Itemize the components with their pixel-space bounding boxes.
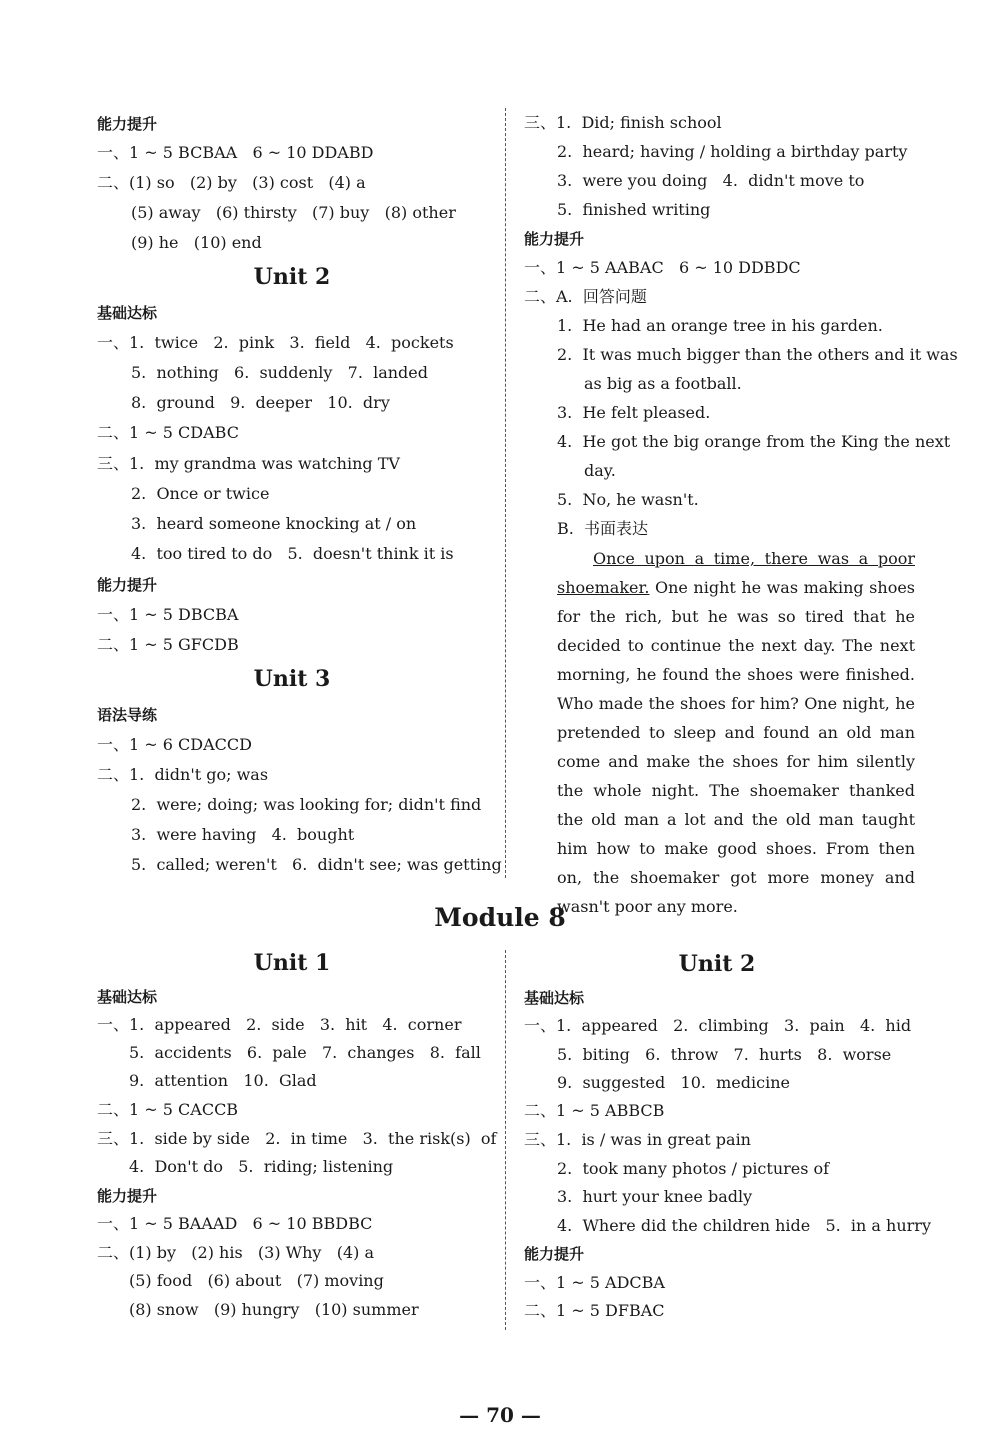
essay-body: One night he was making shoes for the rich, but he was so tired that he decided to continue the next day. The next morning, he found the shoes were finished. Who made the shoes for him? One night, he pretended to sleep and found an old man come and make the shoes for him silently the whole night. The shoemaker thanked the old man a lot and the old man taught him how to make good shoes. From then on, the shoemaker got more money and wasn't poor any more. xyxy=(557,578,915,916)
answer-line: 9. suggested 10. medicine xyxy=(557,1073,790,1092)
unit-title: Unit 1 xyxy=(253,950,331,976)
answer-line: 三、1. Did; finish school xyxy=(524,113,722,132)
answer-line: (8) snow (9) hungry (10) summer xyxy=(129,1300,419,1319)
answer-line: 5. accidents 6. pale 7. changes 8. fall xyxy=(129,1043,481,1062)
answer-line: 一、1 ~ 5 BCBAA 6 ~ 10 DDABD xyxy=(97,143,374,162)
answer-line: 3. were having 4. bought xyxy=(131,825,355,844)
answer-line: 二、1 ~ 5 CDABC xyxy=(97,423,239,442)
answer-line: 2. were; doing; was looking for; didn't find xyxy=(131,795,482,814)
answer-line: 3. hurt your knee badly xyxy=(557,1187,753,1206)
answer-line: 二、1 ~ 5 ABBCB xyxy=(524,1101,665,1120)
answer-line: 二、1. didn't go; was xyxy=(97,765,269,784)
answer-line: 2. heard; having / holding a birthday party xyxy=(557,142,908,161)
answer-line: 一、1. appeared 2. side 3. hit 4. corner xyxy=(97,1015,462,1034)
answer-line: 3. He felt pleased. xyxy=(557,403,711,422)
answer-line: 一、1 ~ 5 DBCBA xyxy=(97,605,239,624)
answer-line: 1. He had an orange tree in his garden. xyxy=(557,316,883,335)
answer-line: 5. finished writing xyxy=(557,200,711,219)
section-heading: 能力提升 xyxy=(524,1245,585,1263)
answer-line: day. xyxy=(584,461,616,480)
section-heading: 基础达标 xyxy=(97,988,158,1006)
unit-title: Unit 2 xyxy=(253,264,331,290)
answer-line: as big as a football. xyxy=(584,374,742,393)
answer-line: (9) he (10) end xyxy=(131,233,262,252)
answer-line: 4. Where did the children hide 5. in a hurry xyxy=(557,1216,931,1235)
answer-line: 5. nothing 6. suddenly 7. landed xyxy=(131,363,429,382)
answer-line: 8. ground 9. deeper 10. dry xyxy=(131,393,390,412)
answer-line: 二、1 ~ 5 GFCDB xyxy=(97,635,239,654)
answer-line: 一、1 ~ 5 BAAAD 6 ~ 10 BBDBC xyxy=(97,1214,373,1233)
answer-line: B. 书面表达 xyxy=(557,519,649,538)
answer-line: 一、1 ~ 5 AABAC 6 ~ 10 DDBDC xyxy=(524,258,801,277)
answer-line: 2. Once or twice xyxy=(131,484,270,503)
answer-line: 3. heard someone knocking at / on xyxy=(131,514,417,533)
answer-line: 一、1. twice 2. pink 3. field 4. pockets xyxy=(97,333,454,352)
answer-line: 二、1 ~ 5 CACCB xyxy=(97,1100,239,1119)
answer-line: 4. He got the big orange from the King the next xyxy=(557,432,951,451)
answer-line: 二、1 ~ 5 DFBAC xyxy=(524,1301,665,1320)
answer-line: 5. biting 6. throw 7. hurts 8. worse xyxy=(557,1045,892,1064)
section-heading: 语法导练 xyxy=(97,706,158,724)
answer-line: 二、(1) by (2) his (3) Why (4) a xyxy=(97,1243,375,1262)
column-divider xyxy=(505,950,506,1330)
answer-line: 二、(1) so (2) by (3) cost (4) a xyxy=(97,173,366,192)
section-heading: 能力提升 xyxy=(524,230,585,248)
section-heading: 能力提升 xyxy=(97,1187,158,1205)
unit-title: Unit 3 xyxy=(253,666,331,692)
page-number: — 70 — xyxy=(459,1403,541,1427)
answer-line: 4. Don't do 5. riding; listening xyxy=(129,1157,394,1176)
column-divider xyxy=(505,108,506,878)
answer-line: 5. No, he wasn't. xyxy=(557,490,699,509)
answer-line: 三、1. my grandma was watching TV xyxy=(97,454,400,473)
unit-title: Unit 2 xyxy=(678,951,756,977)
answer-line: 二、A. 回答问题 xyxy=(524,287,647,306)
answer-line: 一、1 ~ 6 CDACCD xyxy=(97,735,252,754)
answer-line: 9. attention 10. Glad xyxy=(129,1071,317,1090)
answer-line: 三、1. side by side 2. in time 3. the risk(s) of xyxy=(97,1129,497,1148)
essay-paragraph xyxy=(557,544,915,921)
answer-line: 一、1. appeared 2. climbing 3. pain 4. hid xyxy=(524,1016,912,1035)
section-heading: 能力提升 xyxy=(97,115,158,133)
section-heading: 能力提升 xyxy=(97,576,158,594)
module-title: Module 8 xyxy=(434,903,566,932)
answer-line: 5. called; weren't 6. didn't see; was getting xyxy=(131,855,502,874)
answer-line: (5) food (6) about (7) moving xyxy=(129,1271,384,1290)
essay-underlined: Once upon a time, there was a poor shoemaker. xyxy=(557,549,915,597)
answer-line: (5) away (6) thirsty (7) buy (8) other xyxy=(131,203,456,222)
answer-line: 3. were you doing 4. didn't move to xyxy=(557,171,865,190)
section-heading: 基础达标 xyxy=(97,304,158,322)
answer-line: 三、1. is / was in great pain xyxy=(524,1130,751,1149)
answer-line: 4. too tired to do 5. doesn't think it is xyxy=(131,544,454,563)
answer-line: 2. It was much bigger than the others and it was xyxy=(557,345,958,364)
answer-line: 一、1 ~ 5 ADCBA xyxy=(524,1273,665,1292)
answer-line: 2. took many photos / pictures of xyxy=(557,1159,830,1178)
section-heading: 基础达标 xyxy=(524,989,585,1007)
